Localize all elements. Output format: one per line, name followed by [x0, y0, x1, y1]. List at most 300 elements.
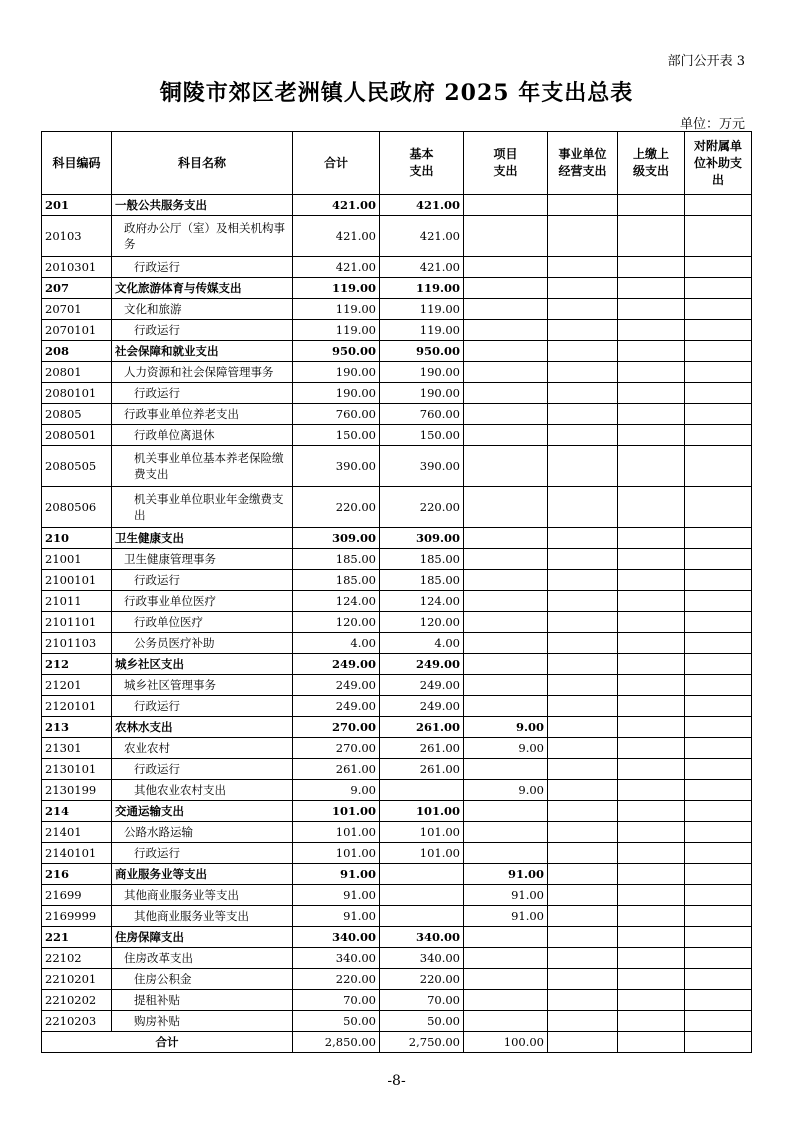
row-business: [548, 299, 618, 320]
row-basic: 249.00: [380, 654, 464, 675]
row-total: 119.00: [293, 320, 380, 341]
row-business: [548, 801, 618, 822]
table-row: [42, 927, 752, 948]
row-name: 行政单位医疗: [112, 612, 293, 633]
col-header-subsidy: 对附属单 位补助支 出: [685, 132, 752, 195]
row-subsidy: [685, 633, 752, 654]
row-name: 其他农业农村支出: [112, 780, 293, 801]
row-project: [464, 801, 548, 822]
table-row: [42, 383, 752, 404]
table-row: [42, 425, 752, 446]
row-name: 住房公积金: [112, 969, 293, 990]
col-header-project: 项目 支出: [464, 132, 548, 195]
row-total: 421.00: [293, 216, 380, 257]
row-name: 农业农村: [112, 738, 293, 759]
row-business: [548, 654, 618, 675]
row-basic: 119.00: [380, 278, 464, 299]
row-basic: 185.00: [380, 549, 464, 570]
row-code: 212: [42, 654, 112, 675]
table-row: [42, 822, 752, 843]
table-row: [42, 864, 752, 885]
row-name: 购房补贴: [112, 1011, 293, 1032]
row-basic: 101.00: [380, 843, 464, 864]
row-project: [464, 633, 548, 654]
row-total: 760.00: [293, 404, 380, 425]
row-remit: [618, 425, 685, 446]
row-name: 社会保障和就业支出: [112, 341, 293, 362]
row-code: 2210203: [42, 1011, 112, 1032]
row-name: 行政运行: [112, 570, 293, 591]
row-business: [548, 591, 618, 612]
row-project: [464, 612, 548, 633]
row-project: [464, 822, 548, 843]
row-remit: [618, 362, 685, 383]
row-code: 2210202: [42, 990, 112, 1011]
row-subsidy: [685, 257, 752, 278]
row-subsidy: [685, 969, 752, 990]
table-row: [42, 341, 752, 362]
row-remit: [618, 864, 685, 885]
col-header-name: 科目名称: [112, 132, 293, 195]
row-code: 2010301: [42, 257, 112, 278]
row-name: 商业服务业等支出: [112, 864, 293, 885]
row-subsidy: [685, 278, 752, 299]
col-header-total: 合计: [293, 132, 380, 195]
row-total: 190.00: [293, 362, 380, 383]
row-business: [548, 278, 618, 299]
row-remit: [618, 822, 685, 843]
row-name: 其他商业服务业等支出: [112, 906, 293, 927]
row-business: [548, 549, 618, 570]
row-basic: [380, 906, 464, 927]
row-basic: 50.00: [380, 1011, 464, 1032]
row-code: 2080501: [42, 425, 112, 446]
row-name: 文化旅游体育与传媒支出: [112, 278, 293, 299]
row-basic: 760.00: [380, 404, 464, 425]
row-business: [548, 383, 618, 404]
total-basic: 2,750.00: [380, 1032, 464, 1053]
row-total: 220.00: [293, 487, 380, 528]
row-remit: [618, 885, 685, 906]
row-total: 249.00: [293, 696, 380, 717]
row-basic: 101.00: [380, 822, 464, 843]
row-name: 其他商业服务业等支出: [112, 885, 293, 906]
table-row: [42, 487, 752, 528]
row-total: 91.00: [293, 864, 380, 885]
row-code: 21201: [42, 675, 112, 696]
row-name: 行政单位离退休: [112, 425, 293, 446]
row-remit: [618, 633, 685, 654]
row-remit: [618, 570, 685, 591]
row-business: [548, 759, 618, 780]
table-row: [42, 633, 752, 654]
table-row: [42, 885, 752, 906]
row-business: [548, 885, 618, 906]
row-business: [548, 990, 618, 1011]
row-basic: 249.00: [380, 696, 464, 717]
row-total: 309.00: [293, 528, 380, 549]
row-project: [464, 341, 548, 362]
row-remit: [618, 654, 685, 675]
row-business: [548, 570, 618, 591]
row-remit: [618, 738, 685, 759]
row-subsidy: [685, 780, 752, 801]
row-remit: [618, 969, 685, 990]
row-project: [464, 675, 548, 696]
row-subsidy: [685, 299, 752, 320]
row-subsidy: [685, 927, 752, 948]
row-name: 住房改革支出: [112, 948, 293, 969]
row-project: [464, 843, 548, 864]
row-subsidy: [685, 1011, 752, 1032]
row-name: 行政事业单位养老支出: [112, 404, 293, 425]
row-basic: 120.00: [380, 612, 464, 633]
row-subsidy: [685, 717, 752, 738]
row-total: 120.00: [293, 612, 380, 633]
row-code: 20801: [42, 362, 112, 383]
row-subsidy: [685, 948, 752, 969]
row-project: [464, 927, 548, 948]
row-name: 行政运行: [112, 257, 293, 278]
row-remit: [618, 320, 685, 341]
row-remit: [618, 612, 685, 633]
row-remit: [618, 549, 685, 570]
row-code: 2130199: [42, 780, 112, 801]
row-project: [464, 528, 548, 549]
row-basic: 390.00: [380, 446, 464, 487]
row-project: [464, 570, 548, 591]
col-header-business: 事业单位 经营支出: [548, 132, 618, 195]
row-basic: 220.00: [380, 487, 464, 528]
row-code: 21011: [42, 591, 112, 612]
row-business: [548, 320, 618, 341]
row-code: 210: [42, 528, 112, 549]
row-code: 20103: [42, 216, 112, 257]
row-business: [548, 1011, 618, 1032]
row-basic: 101.00: [380, 801, 464, 822]
row-subsidy: [685, 362, 752, 383]
row-business: [548, 528, 618, 549]
row-remit: [618, 843, 685, 864]
table-number: 部门公开表 3: [667, 54, 745, 69]
row-code: 207: [42, 278, 112, 299]
row-code: 201: [42, 195, 112, 216]
row-total: 421.00: [293, 257, 380, 278]
row-total: 119.00: [293, 299, 380, 320]
row-project: [464, 362, 548, 383]
row-basic: 249.00: [380, 675, 464, 696]
table-row: [42, 675, 752, 696]
row-name: 行政运行: [112, 320, 293, 341]
row-code: 208: [42, 341, 112, 362]
table-row: [42, 654, 752, 675]
row-name: 文化和旅游: [112, 299, 293, 320]
row-project: [464, 195, 548, 216]
row-name: 行政运行: [112, 383, 293, 404]
row-basic: 124.00: [380, 591, 464, 612]
row-code: 21401: [42, 822, 112, 843]
row-project: [464, 969, 548, 990]
row-basic: [380, 885, 464, 906]
row-code: 21699: [42, 885, 112, 906]
row-project: 91.00: [464, 906, 548, 927]
row-subsidy: [685, 383, 752, 404]
row-basic: 190.00: [380, 383, 464, 404]
table-row: [42, 299, 752, 320]
row-business: [548, 425, 618, 446]
row-total: 91.00: [293, 885, 380, 906]
col-header-basic: 基本 支出: [380, 132, 464, 195]
table-row: [42, 759, 752, 780]
row-name: 城乡社区支出: [112, 654, 293, 675]
row-code: 2101103: [42, 633, 112, 654]
row-remit: [618, 780, 685, 801]
row-total: 249.00: [293, 654, 380, 675]
row-business: [548, 780, 618, 801]
row-name: 城乡社区管理事务: [112, 675, 293, 696]
row-subsidy: [685, 216, 752, 257]
row-subsidy: [685, 822, 752, 843]
row-business: [548, 927, 618, 948]
row-basic: 119.00: [380, 320, 464, 341]
row-remit: [618, 990, 685, 1011]
row-name: 人力资源和社会保障管理事务: [112, 362, 293, 383]
row-total: 91.00: [293, 906, 380, 927]
row-basic: 4.00: [380, 633, 464, 654]
row-total: 190.00: [293, 383, 380, 404]
row-remit: [618, 487, 685, 528]
row-subsidy: [685, 528, 752, 549]
row-remit: [618, 195, 685, 216]
row-name: 机关事业单位职业年金缴费支出: [112, 487, 293, 528]
table-row: [42, 591, 752, 612]
total-project: 100.00: [464, 1032, 548, 1053]
row-basic: 950.00: [380, 341, 464, 362]
row-business: [548, 948, 618, 969]
row-project: [464, 278, 548, 299]
row-project: [464, 654, 548, 675]
col-header-code: 科目编码: [42, 132, 112, 195]
row-subsidy: [685, 759, 752, 780]
row-total: 4.00: [293, 633, 380, 654]
table-row: [42, 969, 752, 990]
row-business: [548, 696, 618, 717]
row-subsidy: [685, 990, 752, 1011]
row-remit: [618, 1011, 685, 1032]
row-project: [464, 948, 548, 969]
row-subsidy: [685, 738, 752, 759]
total-sum: 2,850.00: [293, 1032, 380, 1053]
row-remit: [618, 675, 685, 696]
row-subsidy: [685, 446, 752, 487]
row-total: 249.00: [293, 675, 380, 696]
row-project: [464, 591, 548, 612]
row-code: 2080101: [42, 383, 112, 404]
row-basic: 185.00: [380, 570, 464, 591]
table-row: [42, 528, 752, 549]
total-subsidy: [685, 1032, 752, 1053]
row-business: [548, 341, 618, 362]
row-remit: [618, 948, 685, 969]
row-business: [548, 633, 618, 654]
row-project: [464, 425, 548, 446]
row-total: 270.00: [293, 717, 380, 738]
row-code: 221: [42, 927, 112, 948]
table-row: [42, 843, 752, 864]
row-code: 2130101: [42, 759, 112, 780]
row-business: [548, 195, 618, 216]
row-business: [548, 216, 618, 257]
table-row: [42, 696, 752, 717]
table-row: [42, 738, 752, 759]
row-name: 公路水路运输: [112, 822, 293, 843]
row-basic: 261.00: [380, 759, 464, 780]
row-project: [464, 216, 548, 257]
row-remit: [618, 696, 685, 717]
row-code: 22102: [42, 948, 112, 969]
row-basic: 261.00: [380, 738, 464, 759]
row-code: 2100101: [42, 570, 112, 591]
row-name: 农林水支出: [112, 717, 293, 738]
table-row: [42, 216, 752, 257]
row-total: 150.00: [293, 425, 380, 446]
total-remit: [618, 1032, 685, 1053]
row-project: [464, 257, 548, 278]
row-project: [464, 299, 548, 320]
row-code: 213: [42, 717, 112, 738]
row-business: [548, 257, 618, 278]
table-body: [42, 195, 752, 1053]
row-subsidy: [685, 320, 752, 341]
row-remit: [618, 906, 685, 927]
row-code: 2210201: [42, 969, 112, 990]
row-total: 421.00: [293, 195, 380, 216]
row-business: [548, 969, 618, 990]
page-title: 铜陵市郊区老洲镇人民政府 2025 年支出总表: [159, 80, 634, 106]
row-business: [548, 843, 618, 864]
row-code: 216: [42, 864, 112, 885]
row-business: [548, 717, 618, 738]
row-basic: [380, 780, 464, 801]
table-row: [42, 990, 752, 1011]
table-row: [42, 320, 752, 341]
row-business: [548, 362, 618, 383]
row-remit: [618, 801, 685, 822]
row-basic: 220.00: [380, 969, 464, 990]
row-code: 20805: [42, 404, 112, 425]
row-subsidy: [685, 549, 752, 570]
row-subsidy: [685, 654, 752, 675]
row-total: 185.00: [293, 570, 380, 591]
table-row: [42, 570, 752, 591]
row-remit: [618, 717, 685, 738]
row-total: 390.00: [293, 446, 380, 487]
row-basic: [380, 864, 464, 885]
row-subsidy: [685, 801, 752, 822]
row-basic: 340.00: [380, 948, 464, 969]
row-project: [464, 549, 548, 570]
row-remit: [618, 278, 685, 299]
row-project: [464, 487, 548, 528]
row-project: 91.00: [464, 864, 548, 885]
row-remit: [618, 591, 685, 612]
row-name: 机关事业单位基本养老保险缴费支出: [112, 446, 293, 487]
table-header-row: [42, 132, 752, 195]
row-remit: [618, 927, 685, 948]
row-code: 21001: [42, 549, 112, 570]
row-subsidy: [685, 696, 752, 717]
row-name: 行政运行: [112, 843, 293, 864]
row-code: 20701: [42, 299, 112, 320]
row-subsidy: [685, 195, 752, 216]
row-name: 行政运行: [112, 696, 293, 717]
row-basic: 421.00: [380, 216, 464, 257]
row-total: 340.00: [293, 948, 380, 969]
row-remit: [618, 341, 685, 362]
row-total: 185.00: [293, 549, 380, 570]
row-remit: [618, 216, 685, 257]
table-row: [42, 1011, 752, 1032]
row-name: 公务员医疗补助: [112, 633, 293, 654]
unit-label: 单位：万元: [679, 117, 745, 132]
row-name: 行政运行: [112, 759, 293, 780]
row-subsidy: [685, 612, 752, 633]
table-row: [42, 780, 752, 801]
row-project: [464, 446, 548, 487]
row-subsidy: [685, 591, 752, 612]
table-row: [42, 278, 752, 299]
row-project: [464, 759, 548, 780]
table-row: [42, 906, 752, 927]
row-total: 270.00: [293, 738, 380, 759]
row-subsidy: [685, 675, 752, 696]
row-business: [548, 738, 618, 759]
table-row: [42, 948, 752, 969]
row-basic: 119.00: [380, 299, 464, 320]
total-business: [548, 1032, 618, 1053]
row-code: 2101101: [42, 612, 112, 633]
row-project: [464, 696, 548, 717]
row-business: [548, 822, 618, 843]
row-remit: [618, 446, 685, 487]
row-basic: 421.00: [380, 257, 464, 278]
row-total: 70.00: [293, 990, 380, 1011]
row-remit: [618, 299, 685, 320]
row-basic: 150.00: [380, 425, 464, 446]
row-code: 2169999: [42, 906, 112, 927]
table-row: [42, 362, 752, 383]
row-remit: [618, 759, 685, 780]
row-subsidy: [685, 885, 752, 906]
row-total: 124.00: [293, 591, 380, 612]
row-business: [548, 906, 618, 927]
row-business: [548, 612, 618, 633]
row-total: 261.00: [293, 759, 380, 780]
row-name: 交通运输支出: [112, 801, 293, 822]
row-business: [548, 446, 618, 487]
row-subsidy: [685, 487, 752, 528]
row-basic: 340.00: [380, 927, 464, 948]
total-row: [42, 1032, 752, 1053]
col-header-remit: 上缴上 级支出: [618, 132, 685, 195]
row-project: [464, 990, 548, 1011]
row-total: 220.00: [293, 969, 380, 990]
row-subsidy: [685, 843, 752, 864]
row-total: 101.00: [293, 801, 380, 822]
table-row: [42, 446, 752, 487]
row-project: [464, 1011, 548, 1032]
row-project: 9.00: [464, 780, 548, 801]
